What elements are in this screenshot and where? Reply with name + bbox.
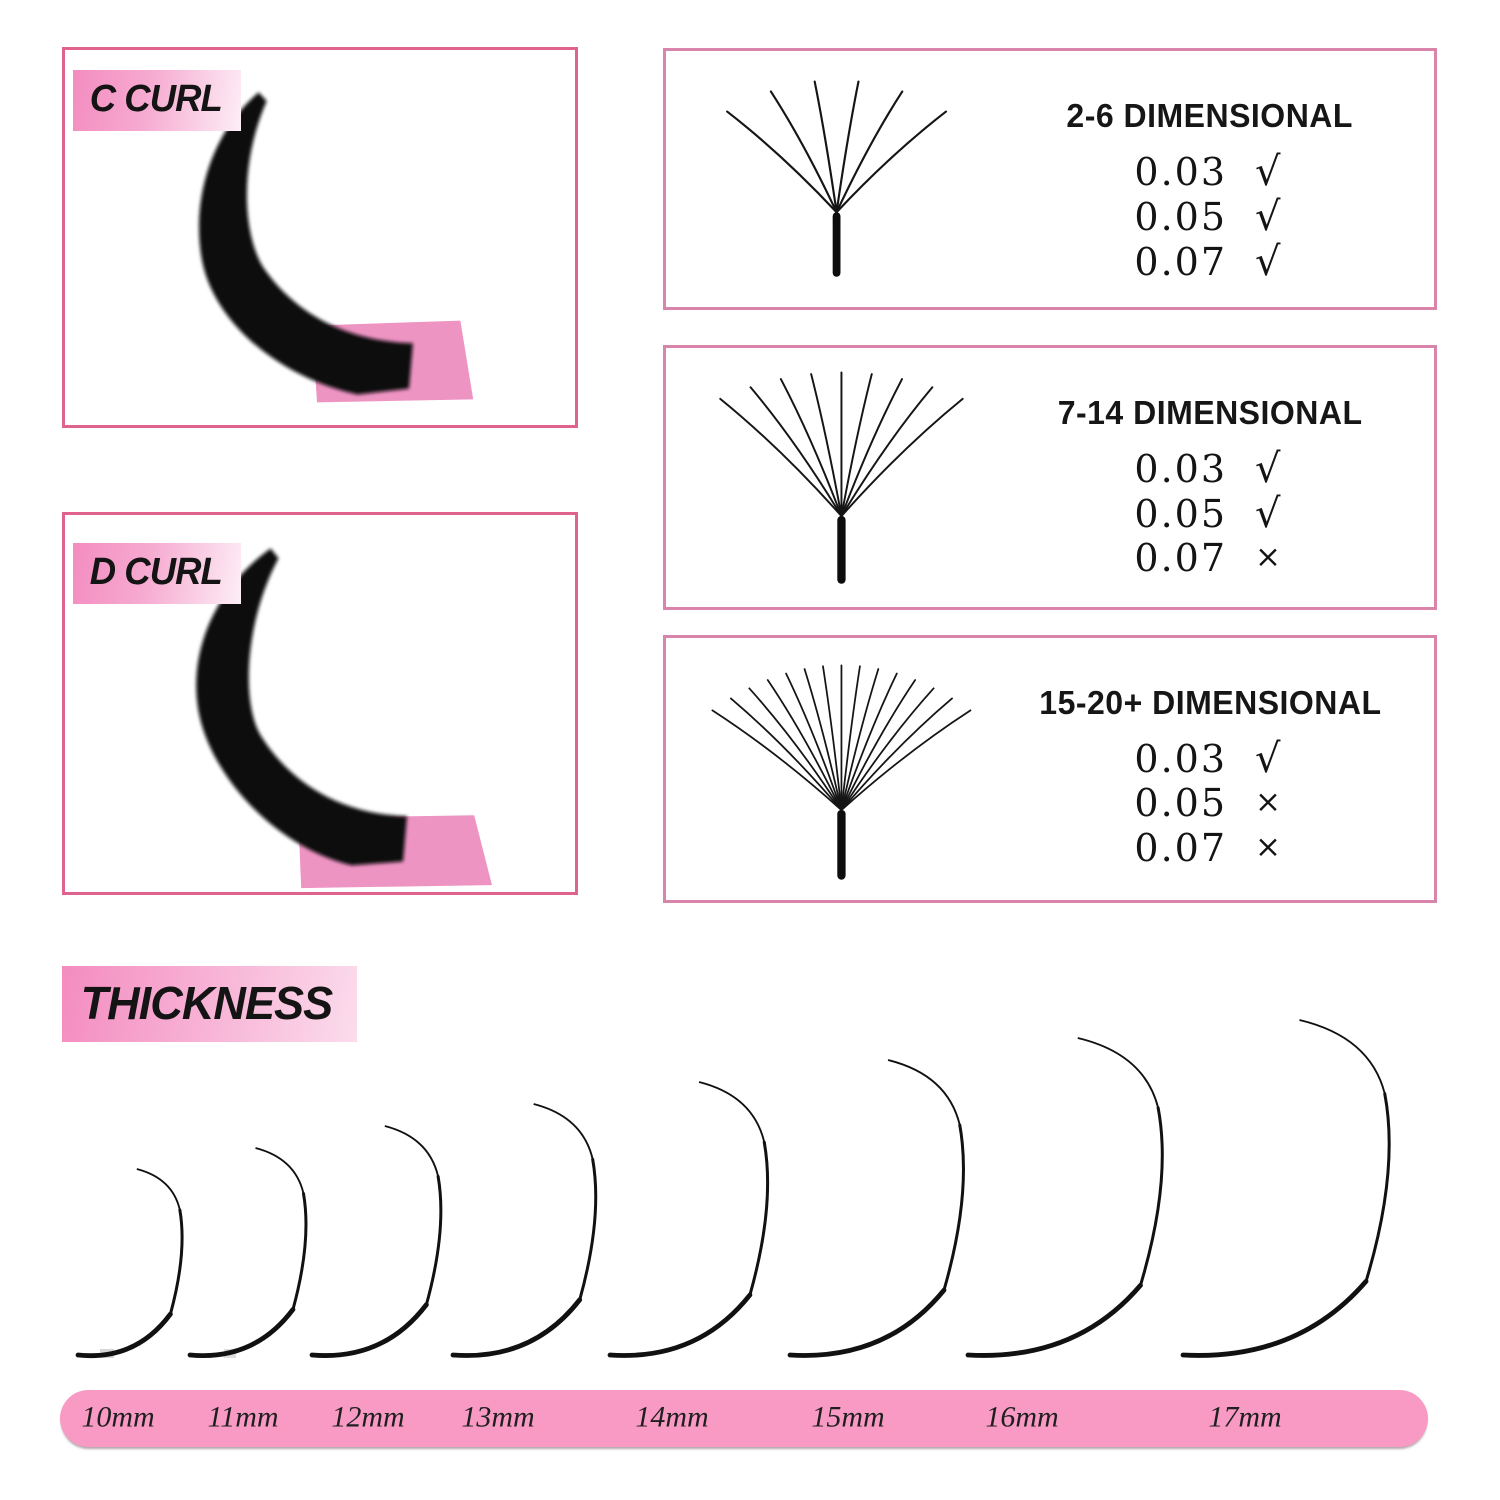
thickness-option-row xyxy=(1121,826,1299,871)
dimensional-info xyxy=(996,394,1424,581)
length-label: 15mm xyxy=(811,1400,885,1434)
dimensional-info xyxy=(996,684,1424,871)
thickness-options xyxy=(1121,149,1299,284)
thickness-options xyxy=(1121,736,1299,871)
thickness-option-row xyxy=(1121,781,1299,826)
thickness-value: 0.05 xyxy=(1134,195,1227,239)
thickness-option-row xyxy=(1121,149,1299,194)
length-label: 11mm xyxy=(207,1400,279,1434)
check-mark: √ xyxy=(1255,194,1281,240)
thickness-option-row xyxy=(1121,194,1299,239)
thickness-value: 0.03 xyxy=(1134,447,1227,491)
thickness-value: 0.07 xyxy=(1134,536,1227,580)
thickness-value: 0.03 xyxy=(1134,150,1227,194)
thickness-option-row xyxy=(1121,736,1299,781)
dimensional-card-7-14 xyxy=(663,345,1437,610)
dimensional-title: 2-6 DIMENSIONAL xyxy=(1066,97,1354,134)
dimensional-card-15-20 xyxy=(663,635,1437,903)
length-label: 17mm xyxy=(1208,1400,1282,1434)
check-mark: √ xyxy=(1255,239,1281,285)
dimensional-card-2-6 xyxy=(663,48,1437,310)
c-curl-label xyxy=(73,70,241,131)
check-mark: √ xyxy=(1255,491,1281,537)
length-label: 12mm xyxy=(331,1400,405,1434)
length-label: 14mm xyxy=(635,1400,709,1434)
thickness-value: 0.07 xyxy=(1134,240,1227,284)
dimensional-info xyxy=(996,97,1424,284)
length-label: 13mm xyxy=(461,1400,535,1434)
thickness-value: 0.03 xyxy=(1134,737,1227,781)
c-curl-label-text: C CURL xyxy=(89,78,222,120)
length-label: 10mm xyxy=(81,1400,155,1434)
cross-mark: × xyxy=(1255,784,1281,820)
thickness-option-row xyxy=(1121,536,1299,581)
dimensional-title: 7-14 DIMENSIONAL xyxy=(1057,394,1363,431)
length-label: 16mm xyxy=(985,1400,1059,1434)
d-curl-label xyxy=(73,543,241,604)
check-mark: √ xyxy=(1255,446,1281,492)
thickness-option-row xyxy=(1121,446,1299,491)
d-curl-label-text: D CURL xyxy=(89,551,222,593)
dimensional-title: 15-20+ DIMENSIONAL xyxy=(1038,684,1382,721)
check-mark: √ xyxy=(1255,149,1281,195)
thickness-value: 0.07 xyxy=(1134,826,1227,870)
lash-length-curves xyxy=(0,985,1500,1400)
c-curl-card xyxy=(62,47,578,428)
cross-mark: × xyxy=(1255,829,1281,865)
check-mark: √ xyxy=(1255,736,1281,782)
thickness-heading-text: THICKNESS xyxy=(80,977,333,1029)
d-curl-card xyxy=(62,512,578,895)
thickness-option-row xyxy=(1121,491,1299,536)
length-scale-bar xyxy=(60,1390,1428,1447)
thickness-options xyxy=(1121,446,1299,581)
thickness-option-row xyxy=(1121,239,1299,284)
cross-mark: × xyxy=(1255,539,1281,575)
thickness-value: 0.05 xyxy=(1134,781,1227,825)
thickness-value: 0.05 xyxy=(1134,492,1227,536)
c-curl-stroke xyxy=(199,92,413,394)
